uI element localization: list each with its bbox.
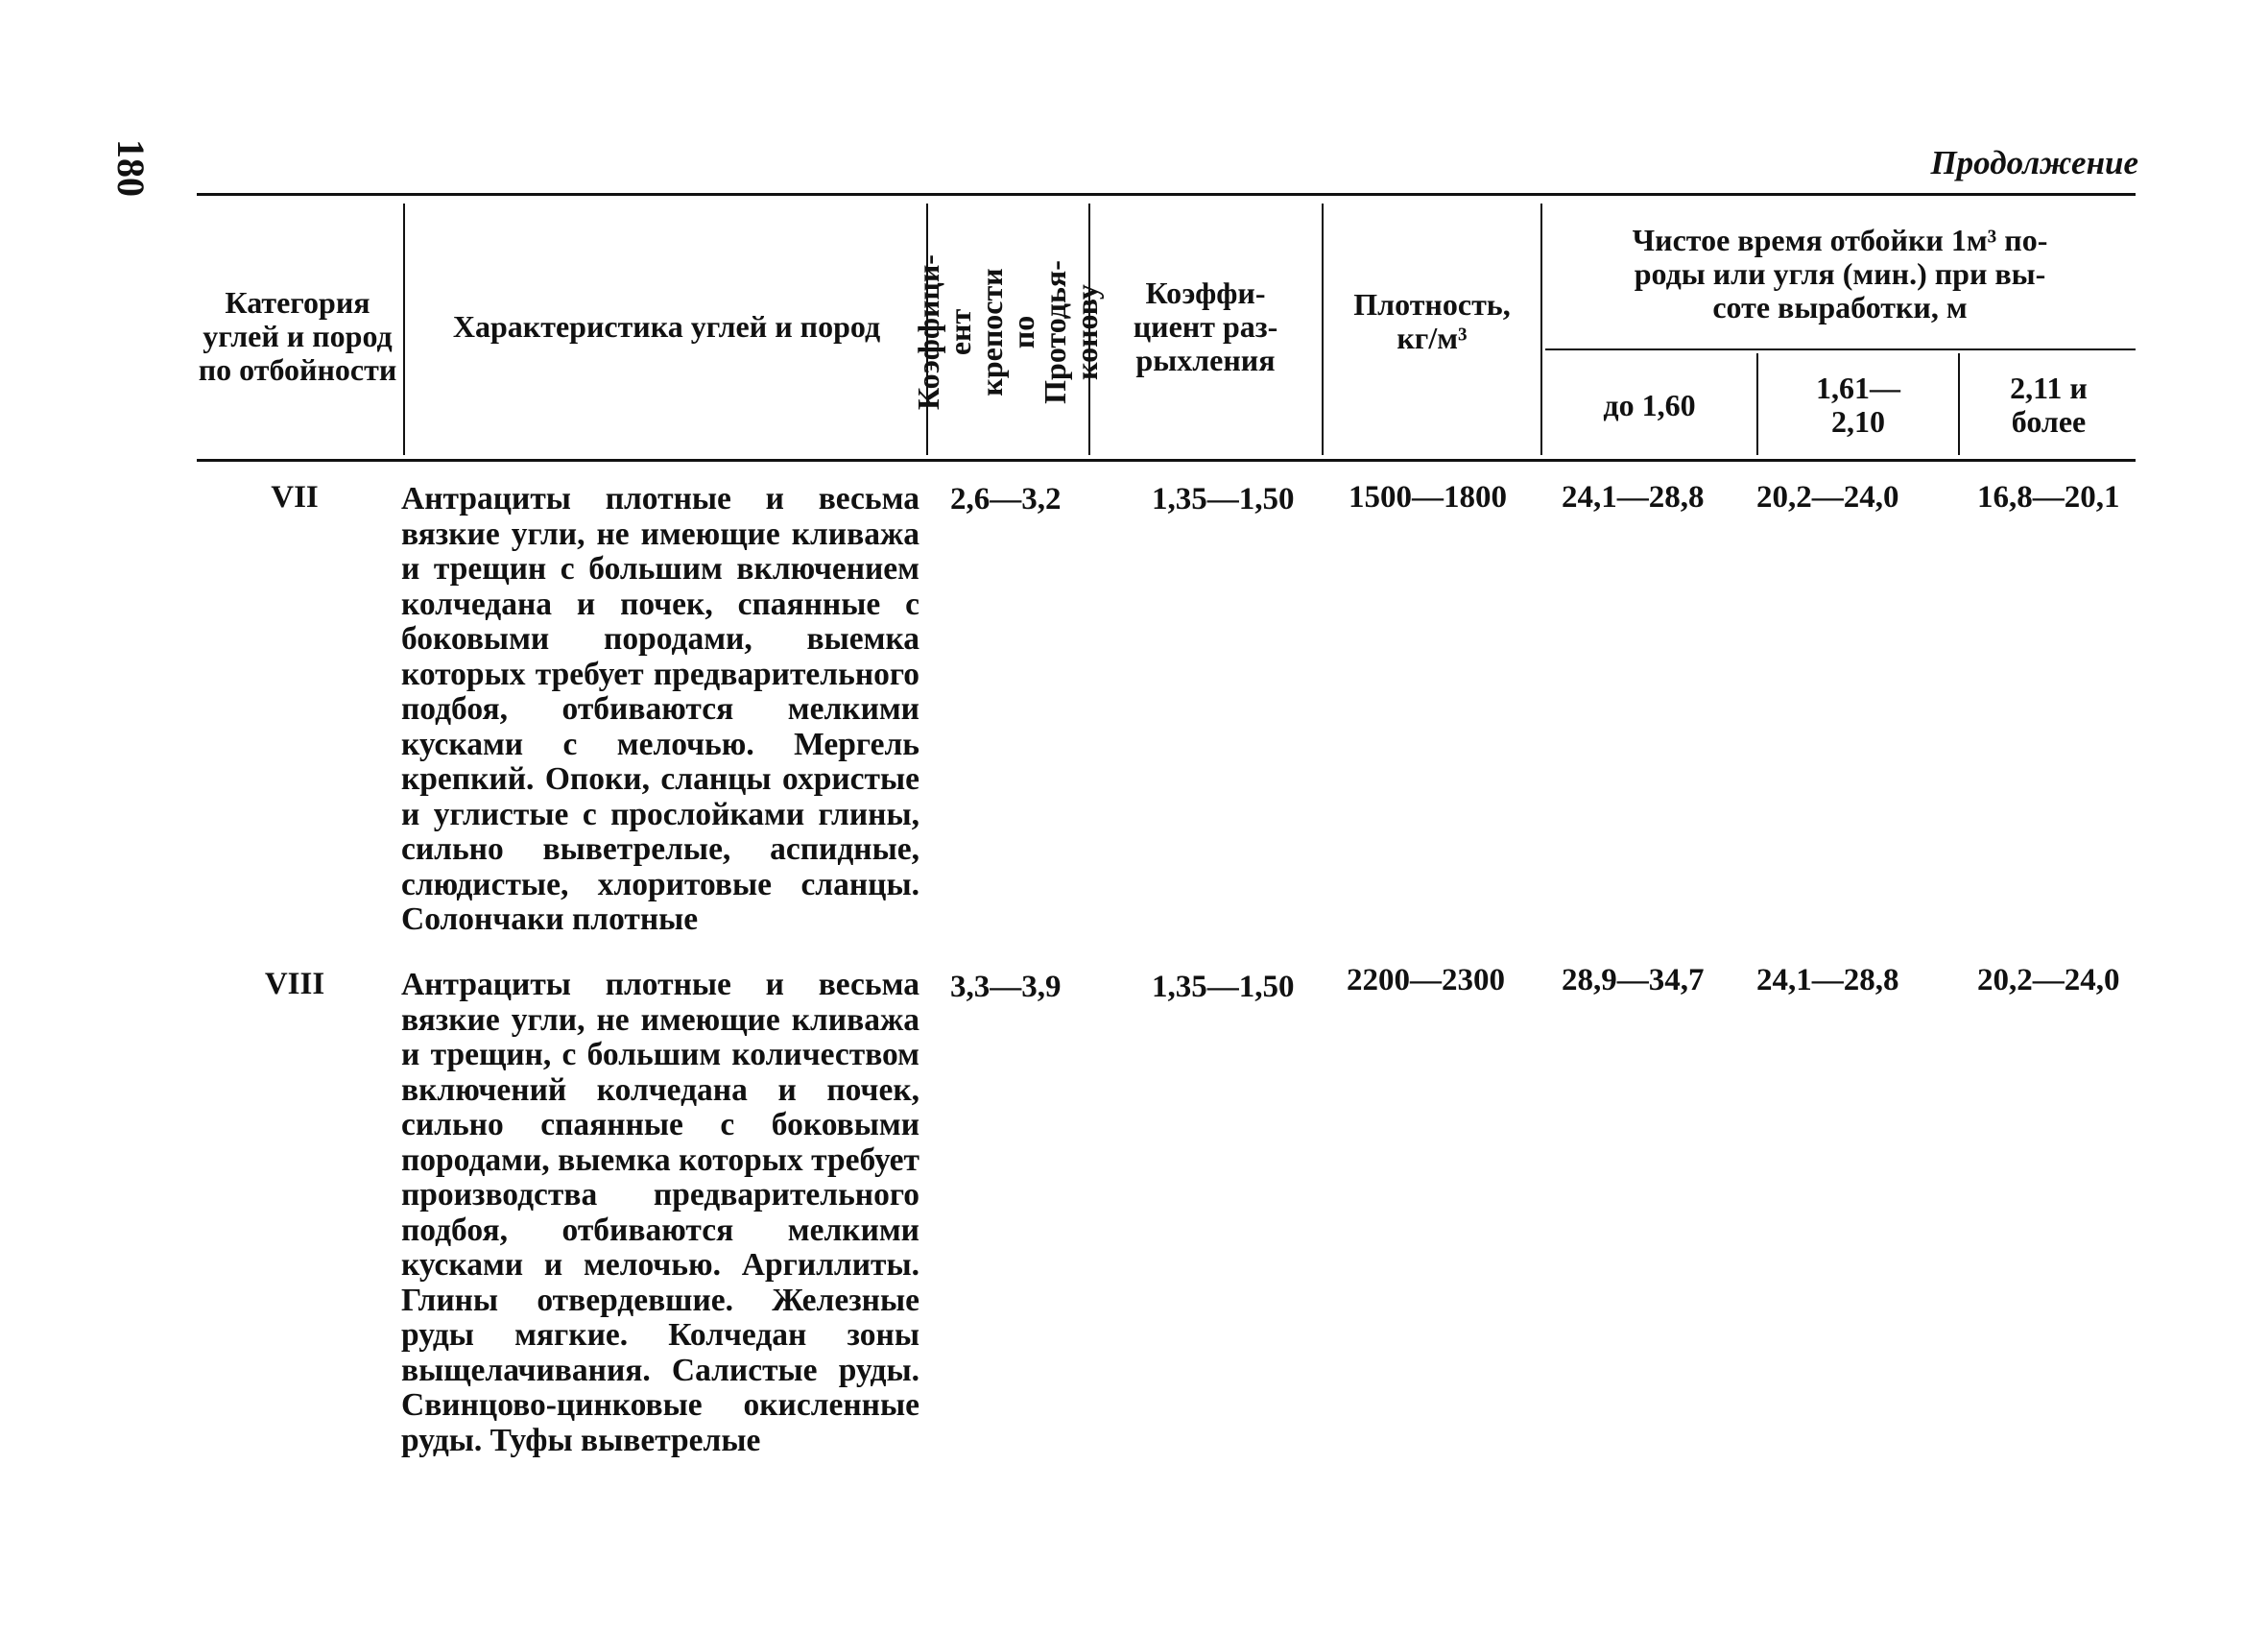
- header-height-2: 1,61— 2,10: [1816, 371, 1900, 439]
- row-category: VIII: [264, 967, 325, 1001]
- row-loosening: 1,35—1,50: [1152, 970, 1295, 1004]
- row-time-2: 24,1—28,8: [1756, 963, 1899, 997]
- row-time-2: 20,2—24,0: [1756, 480, 1899, 515]
- table-top-rule: [197, 193, 2136, 196]
- row-loosening: 1,35—1,50: [1152, 482, 1295, 516]
- row-time-3: 20,2—24,0: [1977, 963, 2120, 997]
- header-density: Плотность, кг/м³: [1353, 287, 1511, 355]
- page-number: 180: [109, 139, 153, 197]
- header-loosening-coefficient: Коэффи- циент раз- рыхления: [1133, 275, 1278, 377]
- header-height-3: 2,11 и более: [2010, 371, 2088, 439]
- continuation-label: Продолжение: [1930, 144, 2138, 181]
- header-strength-coefficient-text: Коэффици- ент крепости по Протодья- конову: [911, 254, 1105, 410]
- row-density: 2200—2300: [1347, 963, 1505, 997]
- row-time-3: 16,8—20,1: [1977, 480, 2120, 515]
- row-description: Антрациты плотные и весьма вязкие угли, не имеющие кливажа и трещин с большим включением колчедана и почек, спаянные с боковыми породами, выемка которых требует предварительного подбоя, отбиваются мелкими кусками с мелочью. Мергель крепкий. Опоки, сланцы охристые и углистые с прослойками глины, сильно выветрелые, аспидные, слюдистые, хлоритовые сланцы. Солончаки плотные: [401, 481, 919, 937]
- header-bottom-rule: [197, 459, 2136, 462]
- row-time-1: 28,9—34,7: [1562, 963, 1705, 997]
- row-description: Антрациты плотные и весьма вязкие угли, не имеющие кливажа и трещин, с большим количеством включений колчедана и почек, сильно спаянные с боковыми породами, выемка которых требует производства предварительного подбоя, отбиваются мелкими кусками и мелочью. Аргиллиты. Глины отвердевшие. Железные руды мягкие. Колчедан зоны выщелачивания. Салистые руды. Свинцово-цинковые окисленные руды. Туфы выветрелые: [401, 967, 919, 1458]
- header-height-1: до 1,60: [1603, 387, 1696, 422]
- header-strength-coefficient: [911, 206, 1105, 458]
- row-strength: 3,3—3,9: [950, 970, 1062, 1004]
- row-time-1: 24,1—28,8: [1562, 480, 1705, 515]
- header-time-group: Чистое время отбойки 1м³ по- роды или угля (мин.) при вы- соте выработки, м: [1632, 222, 2048, 324]
- row-category: VII: [271, 480, 319, 515]
- row-density: 1500—1800: [1349, 480, 1507, 515]
- time-group-rule: [1545, 348, 2136, 350]
- header-characteristic: Характеристика углей и пород: [452, 308, 881, 344]
- row-strength: 2,6—3,2: [950, 482, 1062, 516]
- header-category: Категория углей и пород по отбойности: [198, 284, 397, 387]
